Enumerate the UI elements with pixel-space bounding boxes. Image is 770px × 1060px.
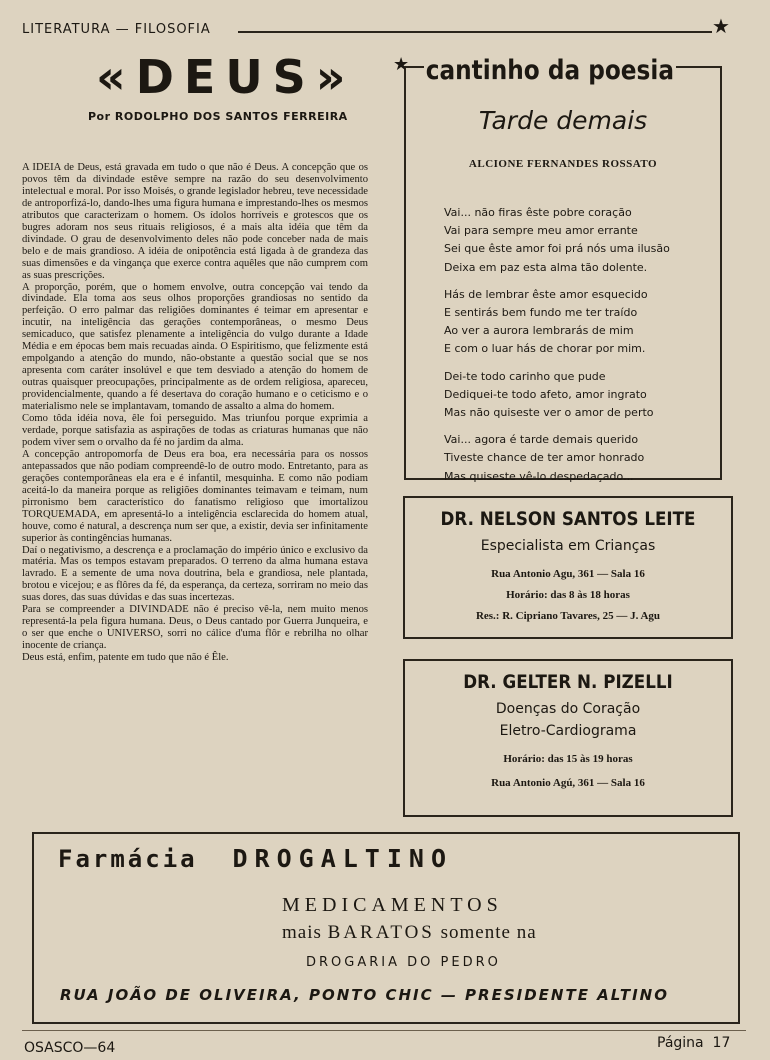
doctor-name: DR. NELSON SANTOS LEITE: [440, 508, 696, 530]
poem-line: Dediquei-te todo afeto, amor ingrato: [444, 387, 647, 401]
article-byline: Por RODOLPHO DOS SANTOS FERREIRA: [88, 110, 348, 123]
poetry-heading: cantinho da poesia: [425, 55, 674, 86]
hours-label: Horário:: [506, 589, 548, 601]
residence-label: Res.:: [475, 610, 500, 622]
doctor-address: Rua Antonio Agu, 361 — Sala 16: [491, 568, 645, 580]
page-label: Página: [657, 1035, 704, 1051]
doctor-hours: [405, 753, 731, 765]
slogan-baratos: BARATOS: [327, 922, 435, 943]
poem-line: Deixa em paz esta alma tão dolente.: [444, 260, 648, 274]
poem-line: Hás de lembrar êste amor esquecido: [444, 287, 648, 301]
doctor-specialty: Especialista em Crianças: [480, 538, 656, 554]
pharmacy-slogan: [282, 922, 537, 944]
poem-line: E sentirás bem fundo me ter traído: [444, 306, 638, 320]
section-header: LITERATURA — FILOSOFIA: [22, 22, 211, 37]
slogan-mais: mais: [282, 922, 322, 943]
article-paragraph: Daí o negativismo, a descrença e a proclamação do império único e exclusivo da matéria. Mas os tempos estavam preparados. O terreno da alma humana estava lavrado. E a semente de uma nova doutrina, bela e grandiosa, nele plantada, brotou e vicejou; e as flôres da fé, da esperança, da certeza, sorriram no meio das suas dores, das suas dúvidas e das suas incertezas.: [22, 544, 368, 604]
poem-line: Vai para sempre meu amor errante: [444, 224, 638, 238]
article-paragraph: Como tôda idéia nova, êle foi perseguido. Mas triunfou porque exprimia a verdade, porque satisfazia as aspirações de todas as criaturas humanas que não podem viver sem o orvalho da fé no jardim da alma.: [22, 413, 368, 448]
header-rule: [238, 31, 712, 33]
article-paragraph: A IDEIA de Deus, está gravada em tudo o que não é Deus. A concepção que os povos têm da divindade estêve sempre na razão do seu desenvolvimento intelectual e moral. Por isso Moisés, o grande legislador hebreu, teve necessidade de antroporfizá-lo, dando-lhes uma figura humana e imprestando-lhes os mesmos atributos que caracterizam o homem. Os ídolos horríveis e grotescos que os bugres adoram nos seus rituais religiosos, é a mais alta idéia que têm da divindade. O grau de desenvolvimento deles não pode conceber nada de mais belo e de mais grandioso. A idéia de onipotência está ligada à de grandeza das suas dimensões e da vingança que exerce contra aquêles que não cumprem com as suas prescrições.: [22, 162, 368, 281]
poem-author: ALCIONE FERNANDES ROSSATO: [468, 158, 658, 170]
pharmacy-prefix: Farmácia: [58, 845, 198, 873]
page-number: 17: [712, 1035, 731, 1051]
poem-line: Vai... não firas êste pobre coração: [444, 206, 632, 219]
doctor-specialty: Eletro-Cardiograma: [499, 723, 637, 739]
pharmacy-drogaria: DROGARIA DO PEDRO: [306, 955, 501, 970]
poem-line: Tiveste chance de ter amor honrado: [444, 451, 645, 465]
doctor-specialty: Doenças do Coração: [495, 701, 641, 717]
article-body: [22, 162, 368, 664]
poem-title: Tarde demais: [478, 106, 648, 135]
footer-rule: [22, 1030, 746, 1031]
poem-line: Ao ver a aurora lembrarás de mim: [444, 324, 634, 338]
poem-line: Dei-te todo carinho que pude: [444, 369, 606, 383]
hours-value: das 8 às 18 horas: [550, 589, 630, 601]
article-title: «DEUS»: [96, 50, 356, 104]
article-paragraph: A proporção, porém, que o homem envolve, outra concepção vai tendo da divindade. Ela toma aos seus olhos proporções grandiosas no sentido da perfeição. O erro palmar das religiões dominantes é teimar em apresentar e incutir, na inteligência das gerações contemporâneas, o mesmo Deus semicaduco, que satisfez plenamente a inteligência do vulgo durante a Idade Média e em épocas bem mais recuadas ainda. O Espiritismo, que felizmente está empolgando a atenção do mundo, não-obstante a questão social que se nos apresenta com caráter insolúvel e que tem desviado a atenção do homem de outras quaisquer preocupações, principalmente as de ordem religiosa, apareceu, providencialmente, quando a fé desertava do coração humano e o ceticismo e o materialismo nele se implantavam, tomando de assalto a alma do homem.: [22, 281, 368, 413]
doctor-address: Rua Antonio Agú, 361 — Sala 16: [491, 777, 645, 789]
hours-value: das 15 às 19 horas: [547, 753, 633, 765]
pharmacy-medicamentos: MEDICAMENTOS: [282, 894, 503, 916]
hours-label: Horário:: [503, 753, 545, 765]
poem-stanza: [444, 204, 670, 277]
poem-line: Sei que êste amor foi prá nós uma ilusão: [444, 242, 670, 256]
footer-issue: OSASCO—64: [24, 1040, 116, 1056]
poem-line: E com o luar hás de chorar por mim.: [444, 342, 646, 356]
star-icon: ★: [712, 16, 730, 38]
doctor-hours: [405, 589, 731, 601]
poem-stanza: [444, 431, 670, 486]
doctor-residence: [405, 610, 731, 622]
doctor-ad-gelter: [403, 659, 733, 817]
star-icon: ★: [393, 54, 410, 74]
article-paragraph: Deus está, enfim, patente em tudo que não é Êle.: [22, 652, 229, 664]
poem-stanza: [444, 286, 670, 359]
poem: [444, 204, 670, 495]
pharmacy-brand: DROGALTINO: [232, 844, 454, 873]
article-paragraph: A concepção antropomorfa de Deus era boa, era necessária para os nossos antepassados que não podiam compreendê-lo de outro modo. Entretanto, para as gerações contemporâneas ela era e é infantil, mesquinha. E como não podiam aceitá-lo da maneira porque as religiões dominantes teimavam e teimam, num pirronismo bem característico do fanatismo religioso que imortalizou TORQUEMADA, em apresentá-lo a inteligência esclarecida do homem atual, houve, como é natural, a descrença num ser que, a existir, devia ser infinitamente superior às contingências humanas.: [22, 448, 368, 544]
slogan-somente: somente na: [440, 922, 537, 943]
poem-line: Vai... agora é tarde demais querido: [444, 433, 639, 447]
poem-stanza: [444, 368, 670, 423]
pharmacy-address: RUA JOÃO DE OLIVEIRA, PONTO CHIC — PRESIDENTE ALTINO: [60, 986, 669, 1004]
pharmacy-title: [58, 844, 453, 873]
poem-line: Mas não quiseste ver o amor de perto: [444, 406, 654, 420]
poem-line: Mas quiseste vê-lo despedaçado...: [444, 469, 634, 483]
article-paragraph: Para se compreender a DIVINDADE não é preciso vê-la, nem muito menos representá-la pela figura humana. Deus, o Deus cantado por Guerra Junqueira, e o ser que enche o UNIVERSO, sorri no cálice d'uma flôr e rebrilha no olhar inocente de criança.: [22, 604, 368, 652]
doctor-name: DR. GELTER N. PIZELLI: [463, 671, 673, 693]
doctor-ad-nelson: [403, 496, 733, 639]
residence-value: R. Cipriano Tavares, 25 — J. Agu: [502, 610, 661, 622]
footer-page: [657, 1035, 730, 1051]
